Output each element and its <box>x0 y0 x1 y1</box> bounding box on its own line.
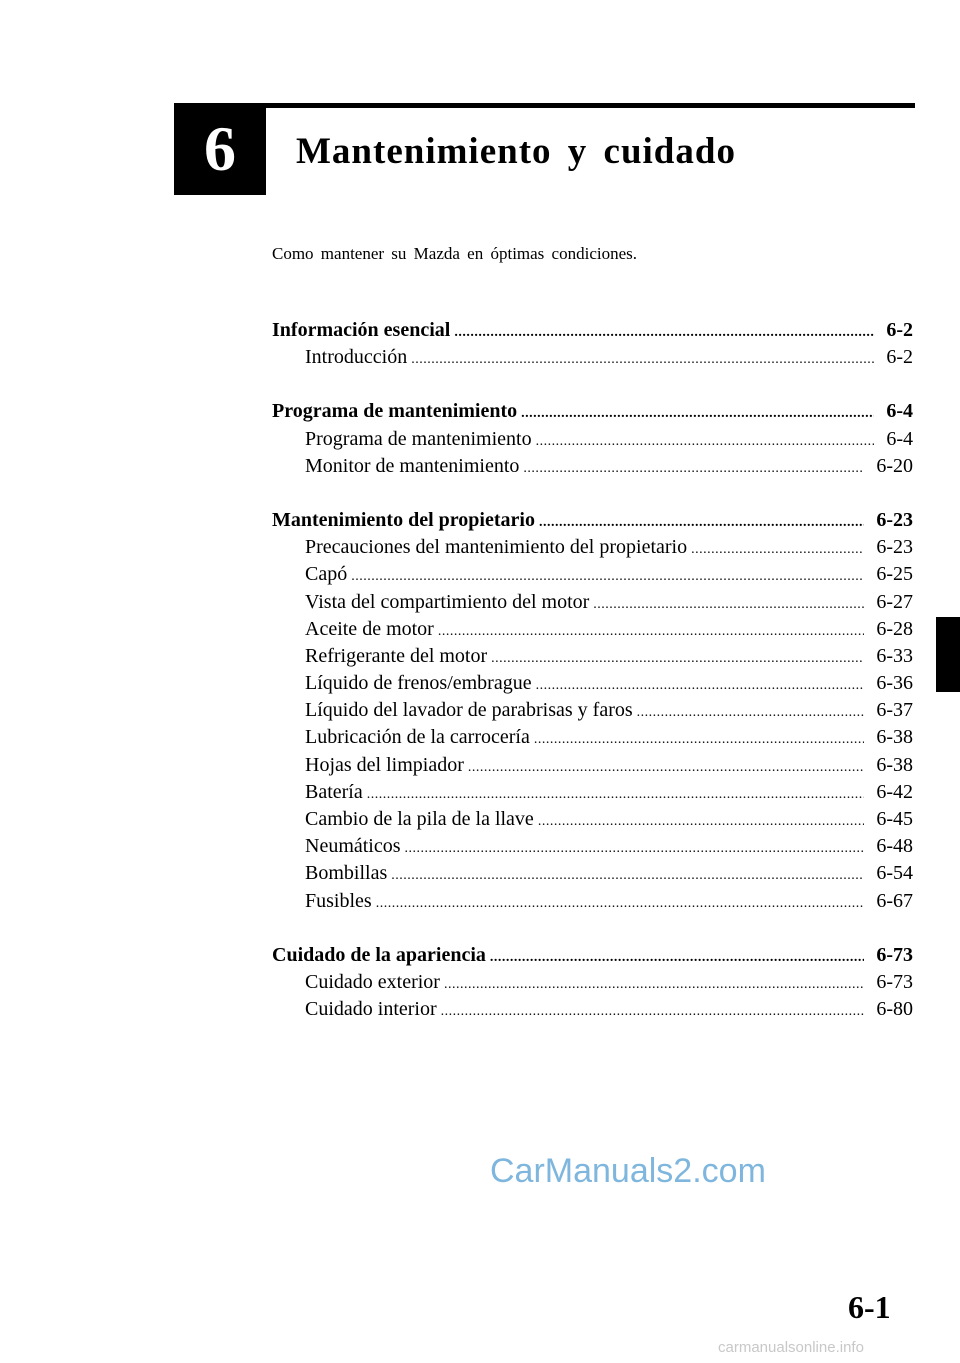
watermark: CarManuals2.com <box>490 1152 766 1190</box>
toc-entry-page: 6-37 <box>876 699 913 722</box>
toc-section-heading-page: 6-4 <box>886 400 913 423</box>
toc-entry[interactable] <box>272 536 913 563</box>
toc-entry-label: Batería <box>305 780 363 803</box>
dot-leader <box>367 787 865 803</box>
chapter-title: Mantenimiento y cuidado <box>296 131 736 172</box>
toc-entry-page: 6-80 <box>876 998 913 1021</box>
toc-section-heading[interactable] <box>272 509 913 536</box>
chapter-header-rule <box>174 103 915 108</box>
chapter-subtitle: Como mantener su Mazda en óptimas condiciones. <box>272 244 637 263</box>
toc-entry-label: Bombillas <box>305 862 388 885</box>
dot-leader <box>441 1004 865 1020</box>
toc-entry-label: Introducción <box>305 346 408 369</box>
dot-leader <box>376 896 865 912</box>
toc-entry-page: 6-4 <box>886 427 913 450</box>
toc-entry[interactable] <box>272 890 913 917</box>
toc-entry[interactable] <box>272 455 913 482</box>
toc-section <box>272 319 913 373</box>
dot-leader <box>691 542 864 558</box>
toc-entry-label: Precauciones del mantenimiento del propietario <box>305 536 688 559</box>
toc-section-heading-page: 6-2 <box>886 319 913 341</box>
page-number: 6-1 <box>848 1289 891 1325</box>
toc-entry-label: Cuidado interior <box>305 998 437 1021</box>
toc-entry[interactable] <box>272 726 913 753</box>
chapter-number: 6 <box>204 113 236 184</box>
toc-entry[interactable] <box>272 563 913 590</box>
toc-section-heading[interactable] <box>272 400 913 427</box>
dot-leader <box>405 841 865 857</box>
toc-entry[interactable] <box>272 808 913 835</box>
dot-leader <box>444 977 864 993</box>
dot-leader <box>536 678 865 694</box>
toc-entry-label: Monitor de mantenimiento <box>305 454 520 477</box>
toc-entry-page: 6-73 <box>876 970 913 993</box>
dot-leader <box>539 515 864 531</box>
toc-entry-label: Líquido de frenos/embrague <box>305 672 532 695</box>
dot-leader <box>637 705 865 721</box>
toc-section-heading-page: 6-73 <box>876 943 913 966</box>
toc-entry[interactable] <box>272 672 913 699</box>
toc-entry-page: 6-36 <box>876 672 913 695</box>
toc-entry-label: Hojas del limpiador <box>305 753 464 776</box>
toc-entry-label: Líquido del lavador de parabrisas y faros <box>305 699 633 722</box>
toc-entry-page: 6-33 <box>876 644 913 667</box>
toc-entry-label: Fusibles <box>305 889 372 912</box>
toc-section-heading[interactable] <box>272 319 913 346</box>
toc-entry-page: 6-42 <box>876 780 913 803</box>
dot-leader <box>593 597 864 613</box>
toc-section <box>272 400 913 482</box>
toc-section-heading-label: Mantenimiento del propietario <box>272 508 535 531</box>
toc-entry-page: 6-20 <box>876 454 913 477</box>
toc-entry[interactable] <box>272 699 913 726</box>
toc-entry-page: 6-67 <box>876 889 913 912</box>
toc-entry[interactable] <box>272 428 913 455</box>
toc-section <box>272 509 913 917</box>
toc-entry-page: 6-28 <box>876 617 913 640</box>
toc-entry-page: 6-38 <box>876 753 913 776</box>
toc-entry[interactable] <box>272 618 913 645</box>
footer-watermark: carmanualsonline.info <box>718 1339 864 1356</box>
toc-entry[interactable] <box>272 346 913 373</box>
toc-entry[interactable] <box>272 781 913 808</box>
dot-leader <box>391 868 864 884</box>
dot-leader <box>454 325 874 341</box>
dot-leader <box>491 651 864 667</box>
toc-entry[interactable] <box>272 971 913 998</box>
dot-leader <box>538 814 865 830</box>
dot-leader <box>468 760 864 776</box>
toc-entry[interactable] <box>272 645 913 672</box>
toc-section-heading-page: 6-23 <box>876 508 913 531</box>
toc-entry-label: Cambio de la pila de la llave <box>305 808 534 830</box>
toc-entry-page: 6-25 <box>876 563 913 586</box>
toc-entry-label: Lubricación de la carrocería <box>305 726 530 749</box>
dot-leader <box>438 624 864 640</box>
dot-leader <box>521 406 874 422</box>
toc-entry-label: Aceite de motor <box>305 617 434 640</box>
toc-entry-label: Capó <box>305 563 348 586</box>
dot-leader <box>351 569 864 585</box>
toc-entry-label: Programa de mantenimiento <box>305 427 532 450</box>
table-of-contents <box>272 319 913 1052</box>
toc-entry-page: 6-38 <box>876 726 913 749</box>
toc-entry[interactable] <box>272 835 913 862</box>
toc-section-heading[interactable] <box>272 944 913 971</box>
toc-entry-page: 6-23 <box>876 536 913 559</box>
chapter-side-tab <box>936 617 960 692</box>
dot-leader <box>490 950 864 966</box>
dot-leader <box>411 352 874 368</box>
dot-leader <box>523 461 864 477</box>
toc-entry-page: 6-27 <box>876 590 913 613</box>
toc-entry[interactable] <box>272 754 913 781</box>
dot-leader <box>536 434 875 450</box>
toc-entry-label: Vista del compartimiento del motor <box>305 590 590 613</box>
toc-section <box>272 944 913 1026</box>
toc-entry-page: 6-54 <box>876 862 913 885</box>
toc-entry[interactable] <box>272 591 913 618</box>
chapter-number-box <box>174 103 266 195</box>
toc-section-heading-label: Cuidado de la apariencia <box>272 943 486 966</box>
toc-entry-page: 6-45 <box>876 808 913 830</box>
toc-entry-label: Cuidado exterior <box>305 970 440 993</box>
toc-section-heading-label: Programa de mantenimiento <box>272 400 518 423</box>
toc-entry-page: 6-2 <box>886 346 913 369</box>
toc-entry[interactable] <box>272 998 913 1025</box>
toc-entry-page: 6-48 <box>876 835 913 858</box>
dot-leader <box>534 732 864 748</box>
toc-entry[interactable] <box>272 862 913 889</box>
toc-entry-label: Refrigerante del motor <box>305 644 488 667</box>
toc-entry-label: Neumáticos <box>305 835 401 858</box>
toc-section-heading-label: Información esencial <box>272 319 451 341</box>
